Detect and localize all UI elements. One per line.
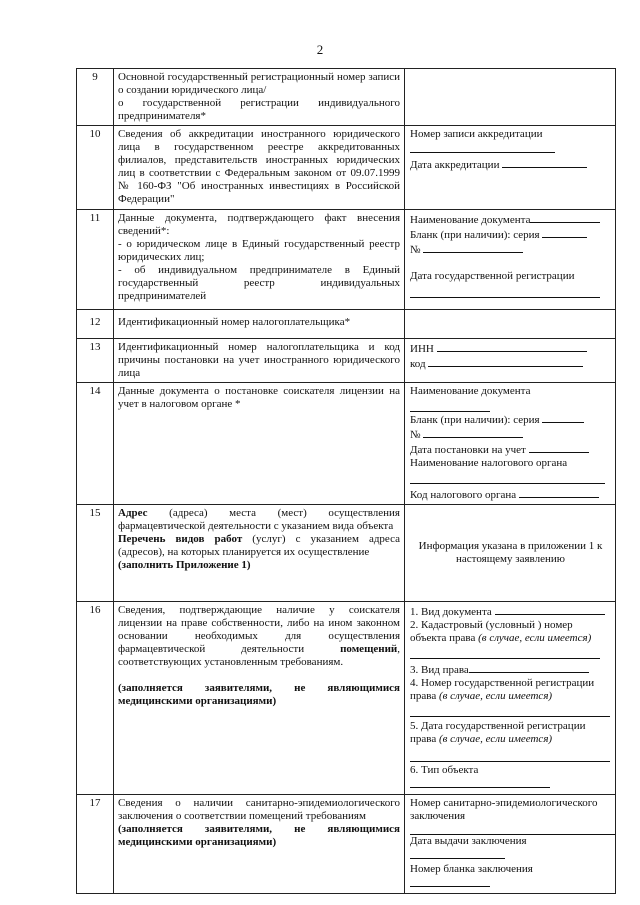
table-row	[77, 505, 616, 602]
right-type-label: 3. Вид права	[410, 664, 469, 676]
row-number: 14	[77, 383, 114, 505]
object-type-label: 6. Тип объекта	[410, 764, 479, 776]
page-number: 2	[316, 42, 324, 57]
tax-form-series-label: Бланк (при наличии): серия	[410, 414, 540, 426]
row-description: Основной государственный регистрационный номер записи о создании юридического лица/ о государственной регистрации индивидуального предпринимателя*	[114, 69, 405, 126]
tax-registration-date-label: Дата постановки на учет	[410, 444, 526, 456]
registration-date-label: Дата государственной регистрации	[410, 270, 575, 282]
table-row	[77, 69, 616, 126]
row-description: Идентификационный номер налогоплательщика и код причины постановки на учет иностранного юридического лица	[114, 339, 405, 383]
right-registration-date-label: 5. Дата государственной регистрации права	[410, 720, 586, 745]
tax-authority-name-field[interactable]	[410, 472, 605, 484]
tax-form-number-field[interactable]	[423, 427, 523, 438]
table-row	[77, 339, 616, 383]
document-type-label: 1. Вид документа	[410, 606, 492, 618]
table-row	[77, 383, 616, 505]
table-row	[77, 602, 616, 795]
right-registration-number-label: 4. Номер государственной регистрации права	[410, 677, 595, 702]
form-number-label: №	[410, 244, 421, 256]
row-description: Сведения, подтверждающие наличие у соискателя лицензии на праве собственности, либо на ином законном основании необходимых для осуществления фармацевтической деятельности помещений, соответствующих установленным требованиям. (заполняется заявителями, не являющимися медицинскими организациями)	[114, 602, 405, 795]
sanitary-conclusion-number-label: Номер санитарно-эпидемиологического заключения	[410, 797, 598, 822]
row-value	[405, 69, 616, 126]
document-name-label: Наименование документа	[410, 214, 531, 226]
conclusion-date-field[interactable]	[410, 848, 505, 859]
right-type-field[interactable]	[469, 662, 589, 673]
row-value	[405, 383, 616, 505]
tax-form-series-field[interactable]	[542, 412, 584, 423]
row-value: 1. Вид документа 2. Кадастровый (условный ) номер объекта права (в случае, если имеется) 3. Вид права 4. Номер государственной регистрации права (в случае, если имеется) 5. Дата государственной регистрации права (в случае, если имеется) 6. Тип объекта	[405, 602, 616, 795]
row-number: 13	[77, 339, 114, 383]
conclusion-date-label: Дата выдачи заключения	[410, 835, 527, 847]
row-value	[405, 795, 616, 894]
conclusion-form-number-field[interactable]	[410, 876, 490, 887]
row-description: Сведения об аккредитации иностранного юридического лица в государственном реестре аккредитованных филиалов, представительств иностранных юридических лиц в соответствии с Федеральным законом от 09.07.1999 № 160-ФЗ "Об иностранных инвестициях в Российской Федерации"	[114, 126, 405, 210]
table-row	[77, 126, 616, 210]
row-value	[405, 126, 616, 210]
tax-authority-code-label: Код налогового органа	[410, 489, 517, 501]
row-value	[405, 210, 616, 310]
kpp-label: код	[410, 358, 426, 370]
row-value	[405, 339, 616, 383]
kpp-field[interactable]	[428, 356, 583, 367]
document-type-field[interactable]	[495, 604, 605, 615]
inn-label: ИНН	[410, 343, 434, 355]
accreditation-date-label: Дата аккредитации	[410, 159, 500, 171]
conclusion-form-number-label: Номер бланка заключения	[410, 863, 533, 875]
row-number: 15	[77, 505, 114, 602]
accreditation-number-label: Номер записи аккредитации	[410, 128, 543, 140]
appendix-info: Информация указана в приложении 1 к настоящему заявлению	[418, 540, 603, 565]
sanitary-conclusion-number-field[interactable]	[410, 823, 615, 835]
row-value	[405, 310, 616, 339]
row-number: 10	[77, 126, 114, 210]
tax-authority-name-label: Наименование налогового органа	[410, 457, 568, 469]
row-number: 9	[77, 69, 114, 126]
tax-registration-date-field[interactable]	[529, 442, 589, 453]
form-series-field[interactable]	[542, 227, 587, 238]
form-number-field[interactable]	[423, 242, 523, 253]
row-number: 12	[77, 310, 114, 339]
right-registration-number-field[interactable]	[410, 705, 610, 717]
right-registration-date-field[interactable]	[410, 750, 610, 762]
tax-authority-code-field[interactable]	[519, 487, 599, 498]
table-row	[77, 795, 616, 894]
object-type-field[interactable]	[410, 777, 550, 788]
registration-date-field[interactable]	[410, 286, 600, 298]
tax-document-name-field[interactable]	[410, 400, 490, 412]
row-description: Идентификационный номер налогоплательщика*	[114, 310, 405, 339]
row-number: 11	[77, 210, 114, 310]
row-number: 16	[77, 602, 114, 795]
tax-form-number-label: №	[410, 429, 421, 441]
row-description: Данные документа, подтверждающего факт внесения сведений*: - о юридическом лице в Единый государственный реестр юридических лиц; - об индивидуальном предпринимателе в Единый государственный реестр индивидуальных предпринимателей	[114, 210, 405, 310]
cadastral-number-field[interactable]	[410, 647, 600, 659]
cadastral-number-label: 2. Кадастровый (условный ) номер объекта права	[410, 619, 573, 644]
row-number: 17	[77, 795, 114, 894]
document-name-field[interactable]	[530, 212, 600, 223]
row-value	[405, 505, 616, 602]
accreditation-number-field[interactable]	[410, 141, 555, 153]
table-row	[77, 210, 616, 310]
row-description: Данные документа о постановке соискателя лицензии на учет в налоговом органе *	[114, 383, 405, 505]
form-series-label: Бланк (при наличии): серия	[410, 229, 540, 241]
accreditation-date-field[interactable]	[502, 157, 587, 168]
inn-field[interactable]	[437, 341, 587, 352]
table-row	[77, 310, 616, 339]
row-description: Сведения о наличии санитарно-эпидемиологического заключения о соответствии помещений требованиям (заполняется заявителями, не являющимися медицинскими организациями)	[114, 795, 405, 894]
application-table	[76, 68, 616, 894]
tax-document-name-label: Наименование документа	[410, 385, 531, 397]
row-description: Адрес (адреса) места (мест) осуществления фармацевтической деятельности с указанием вида объекта Перечень видов работ (услуг) с указанием адреса (адресов), на которых планируется их осуществление (заполнить Приложение 1)	[114, 505, 405, 602]
